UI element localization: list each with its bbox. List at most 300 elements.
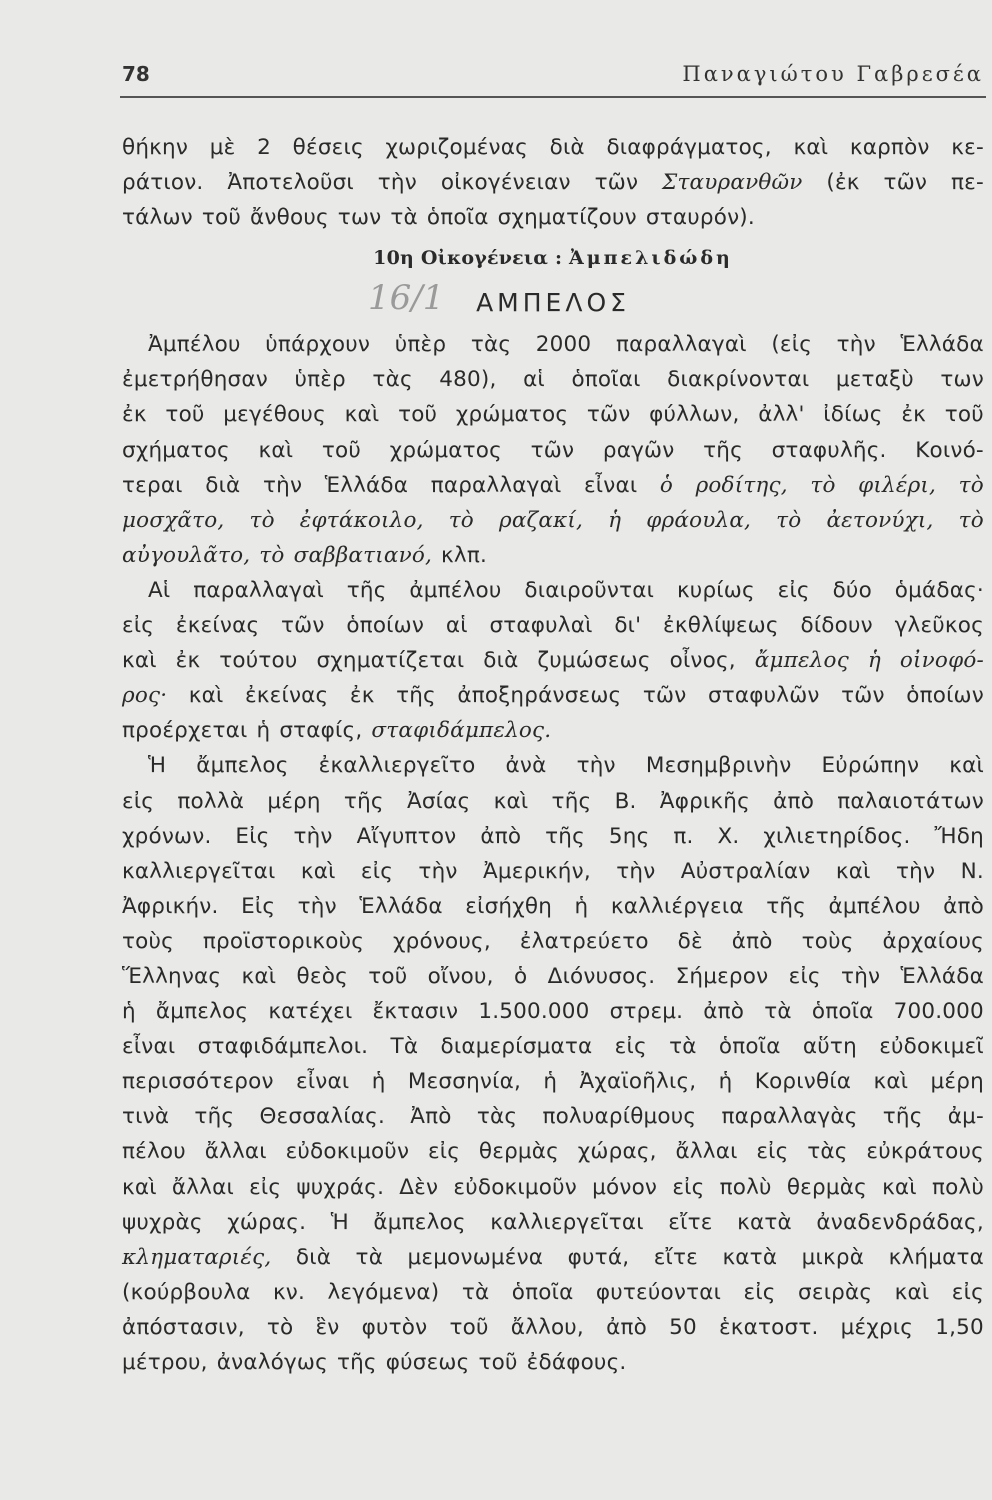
word: παραλλαγὰς	[721, 1104, 858, 1130]
word: περισσότερον	[122, 1069, 274, 1095]
text-line	[122, 1170, 984, 1205]
word: Αὐστραλίαν	[680, 858, 811, 884]
word: τὴν	[377, 170, 417, 196]
word: ὁποῖα	[811, 999, 874, 1025]
word: Σταυρανθῶν	[662, 170, 803, 196]
word: σαββατιανό,	[293, 542, 433, 568]
word: σταφυλῆς.	[771, 437, 887, 463]
word: κν.	[272, 1279, 306, 1305]
word: ὁποῖα	[426, 205, 489, 231]
word: τὴν	[293, 823, 333, 849]
word: ἐκ	[175, 648, 201, 674]
word: τῆς	[396, 683, 436, 709]
word: κατὰ	[737, 1209, 792, 1235]
word: ἔκτασιν	[372, 999, 459, 1025]
word: ἐκείνας	[175, 613, 260, 639]
word: τὸ	[266, 1314, 294, 1340]
word: τὴν	[616, 858, 656, 884]
word: καὶ	[300, 858, 336, 884]
word: τάλων	[122, 205, 193, 231]
word: ἰδίως	[823, 402, 883, 428]
word: Ἀσίας	[406, 788, 471, 814]
word: 2000	[535, 332, 592, 358]
word: ἄλλαι	[675, 1139, 738, 1165]
header-rule	[120, 96, 986, 98]
word: τῆς	[703, 437, 743, 463]
text-line	[122, 327, 984, 362]
word: σειρὰς	[798, 1279, 873, 1305]
word: ἐκ	[901, 402, 927, 428]
word: εἰς	[614, 1034, 647, 1060]
family-heading-name: Ἀμπελιδώδη	[568, 247, 733, 270]
word: ἐλατρεύετο	[519, 928, 649, 954]
word: τοῦ	[449, 1314, 489, 1340]
word: τῆς	[882, 1104, 923, 1130]
word: εὐδοκιμεῖ	[879, 1034, 984, 1060]
word: σταφιδάμπελοι.	[197, 1034, 369, 1060]
word: εὐδοκιμοῦν	[285, 1139, 410, 1165]
word: τοὺς	[801, 928, 854, 954]
text-line	[122, 854, 984, 889]
word: καὶ	[493, 788, 529, 814]
word: ἀπὸ	[731, 928, 773, 954]
word: μέτρου,	[122, 1350, 208, 1375]
word: τὴν	[262, 472, 303, 498]
text-line	[122, 924, 984, 959]
word: κατὰ	[722, 1244, 778, 1270]
word: Ἤδη	[934, 823, 984, 849]
word: αὐγουλᾶτο,	[122, 542, 251, 568]
word: Διόνυσος.	[547, 963, 656, 989]
word: μέχρις	[840, 1314, 914, 1340]
word: ἄνθους	[250, 205, 329, 231]
word: Ἕλληνας	[122, 963, 222, 989]
text-line	[122, 538, 984, 573]
word: σχηματίζουν	[497, 205, 637, 231]
word: 1,50	[935, 1314, 984, 1340]
text-line	[122, 573, 984, 608]
word: εὐδοκιμοῦν	[453, 1174, 577, 1200]
word: ἐκ	[349, 683, 375, 709]
word: τῆς	[194, 1104, 235, 1130]
word: Ἀφρικῆς	[659, 788, 750, 814]
word: ψυχρὰς	[122, 1209, 203, 1235]
word: ἀετονύχι,	[826, 507, 934, 533]
word: καλλιεργεῖται	[490, 1209, 644, 1235]
word: καὶ	[241, 963, 277, 989]
word: ἡ	[256, 718, 271, 744]
word: ράτιον.	[122, 170, 204, 196]
word: οἰνοφό-	[899, 648, 984, 674]
word: ἐδάφους.	[526, 1350, 627, 1375]
word: ἀποξηράνσεως	[457, 683, 622, 709]
word: μοσχᾶτο,	[122, 507, 225, 533]
word: χρόνους,	[393, 928, 491, 954]
word: ἄλλαι	[171, 1174, 234, 1200]
text-line	[122, 468, 984, 503]
word: τὸ	[958, 507, 984, 533]
word: αἱ	[523, 367, 545, 393]
word: τὰ	[390, 205, 418, 231]
word: Χ.	[717, 823, 740, 849]
word: εἰς	[756, 1139, 789, 1165]
word: Ἀμερικήν,	[482, 858, 591, 884]
word: παραλλαγαὶ	[430, 472, 562, 498]
text-line	[122, 819, 984, 854]
word: τὸ	[810, 472, 836, 498]
word: Εἰς	[235, 823, 270, 849]
word: θερμὰς	[478, 1139, 559, 1165]
word: κε-	[951, 135, 984, 160]
word: προέρχεται	[122, 718, 248, 744]
page-header	[122, 62, 984, 92]
word: Ἀφρικήν.	[122, 893, 219, 919]
word: Τὰ	[390, 1034, 419, 1060]
word: τὰ	[764, 999, 792, 1025]
text-line	[122, 1134, 984, 1169]
text-line	[122, 608, 984, 643]
word: θερμὰς	[786, 1174, 867, 1200]
word: μὲ	[209, 135, 236, 160]
word: τὸ	[776, 507, 802, 533]
word: φύλλων,	[649, 402, 740, 428]
word: Ἡ	[330, 1209, 349, 1235]
text-line	[122, 1205, 984, 1240]
word: τῶν	[530, 437, 575, 463]
word: τεραι	[122, 472, 183, 498]
word: ἄμπελος	[196, 753, 289, 779]
word: ἡ	[608, 507, 622, 533]
word: ὁποίων	[906, 683, 984, 709]
text-line	[122, 1099, 984, 1134]
text-line	[122, 748, 984, 783]
word: χωριζομένας	[385, 135, 528, 160]
word: εἶναι	[122, 1034, 176, 1060]
word: καὶ	[122, 1174, 157, 1200]
word: 5ης	[608, 823, 650, 849]
word: Ἑλλάδα	[900, 332, 984, 358]
text-line	[122, 994, 984, 1029]
word: εἴτε	[653, 1244, 698, 1270]
word: 50	[669, 1314, 697, 1340]
word: Ν.	[960, 858, 984, 884]
word: δίδουν	[800, 613, 873, 639]
running-head: Παναγιώτου Γαβρεσέα	[682, 62, 984, 86]
word: σχήματος	[122, 437, 230, 463]
word: ἀπὸ	[480, 823, 522, 849]
paragraph-varieties	[122, 327, 984, 573]
paragraph-cultivation	[122, 748, 984, 1380]
word: καὶ	[894, 1279, 930, 1305]
word: τοῦ	[165, 402, 205, 428]
word: πολὺ	[931, 1174, 984, 1200]
word: Εἰς	[241, 893, 276, 919]
word: φυτά,	[567, 1244, 630, 1270]
word: ἐμετρήθησαν	[122, 367, 268, 393]
word: πέλου	[122, 1139, 186, 1165]
word: τὸ	[249, 507, 275, 533]
word: ἄμπελος	[754, 648, 849, 674]
word: διακρίνονται	[667, 367, 810, 393]
word: χρόνων.	[122, 823, 212, 849]
word: ἡ	[122, 999, 136, 1025]
word: τὸ	[259, 542, 285, 568]
word: διὰ	[205, 472, 241, 498]
word: πολυαρίθμους	[542, 1104, 697, 1130]
word: ἀπὸ	[606, 1314, 647, 1340]
text-line	[122, 678, 984, 713]
word: καρπὸν	[849, 135, 930, 160]
word: ἓν	[315, 1314, 340, 1340]
paragraph-groups	[122, 573, 984, 748]
word: εἰς	[672, 1174, 705, 1200]
word: εἶναι	[583, 472, 638, 498]
word: παραλλαγαὶ	[615, 332, 747, 358]
word: τὴν	[841, 963, 881, 989]
word: θήκην	[122, 135, 189, 160]
word: τῆς	[766, 893, 806, 919]
word: ἀπὸ	[773, 788, 815, 814]
word: διὰ	[483, 648, 519, 674]
word: τῶν	[883, 170, 928, 196]
word: ἡ	[371, 1069, 386, 1095]
word: χρώματος	[389, 437, 502, 463]
word: δύο	[832, 577, 872, 603]
word: παλαιοτάτων	[837, 788, 984, 814]
word: αὕτη	[802, 1034, 857, 1060]
word: ἡ	[574, 893, 589, 919]
word: 700.000	[893, 999, 984, 1025]
text-line	[122, 1240, 984, 1275]
word: ἡ	[867, 648, 881, 674]
word: φιλέρι,	[858, 472, 937, 498]
text-line	[122, 503, 984, 538]
word: Ἡ	[148, 753, 167, 779]
word: τῶν	[642, 683, 687, 709]
word: εἰς	[360, 858, 394, 884]
word: ἀμ-	[947, 1104, 984, 1130]
word: τῶν	[586, 402, 631, 428]
text-line	[122, 130, 984, 165]
word: μικρὰ	[801, 1244, 865, 1270]
text-line	[122, 959, 984, 994]
word: κατέχει	[268, 999, 353, 1025]
word: τούτου	[219, 648, 298, 674]
word: ἀλλ'	[758, 402, 805, 428]
text-line	[122, 889, 984, 924]
word: στρεμ.	[609, 999, 684, 1025]
word: Ἀποτελοῦσι	[227, 170, 354, 196]
word: φράουλα,	[646, 507, 752, 533]
word: Ἀχαϊοῆλις,	[579, 1069, 697, 1095]
word: τὴν	[418, 858, 458, 884]
word: κλπ.	[441, 542, 488, 568]
word: φυτὸν	[361, 1314, 428, 1340]
word: καὶ	[122, 648, 157, 674]
word: καὶ	[344, 402, 380, 428]
word: ραγῶν	[602, 437, 675, 463]
word: ἄμπελος	[373, 1209, 466, 1235]
text-line	[122, 1345, 984, 1380]
word: καλλιέργεια	[610, 893, 744, 919]
word: καλλιεργεῖται	[122, 858, 276, 884]
word: κυρίως	[676, 577, 755, 603]
word: Θεσσαλίας.	[259, 1104, 386, 1130]
word: τὴν	[576, 753, 616, 779]
word: τῶν	[594, 170, 639, 196]
word: τοῦ	[321, 437, 362, 463]
word: τὰ	[669, 1034, 697, 1060]
word: καὶ	[258, 437, 294, 463]
word: (εἰς	[771, 332, 813, 358]
word: οἴνου,	[427, 963, 494, 989]
word: τῶν	[841, 683, 885, 709]
word: Ἑλλάδα	[324, 472, 409, 498]
text-line	[122, 165, 984, 200]
word: Ἑλλάδα	[900, 963, 984, 989]
word: εἰς	[743, 1279, 776, 1305]
word: διὰ	[295, 1244, 332, 1270]
word: ἀναδενδράδας,	[816, 1209, 984, 1235]
family-heading	[122, 239, 984, 277]
text-line	[122, 713, 984, 748]
word: ἡ	[543, 1069, 558, 1095]
text-line	[122, 1275, 984, 1310]
word: 1.500.000	[478, 999, 590, 1025]
word: τὰ	[355, 1244, 384, 1270]
section-title: ΑΜΠΕΛΟΣ	[476, 288, 630, 318]
word: Δὲν	[399, 1174, 439, 1200]
word: ροδίτης,	[695, 472, 788, 498]
word: τὰς	[372, 367, 413, 393]
word: των	[337, 205, 382, 231]
word: εἰς	[788, 963, 821, 989]
text-line	[122, 1310, 984, 1345]
word: Αἴγυπτον	[356, 823, 457, 849]
word: τῆς	[343, 788, 384, 814]
word: χρώματος	[455, 402, 569, 428]
word: ἐφτάκοιλο,	[299, 507, 424, 533]
word: Ἑλλάδα	[359, 893, 443, 919]
word: καὶ	[188, 683, 224, 709]
word: ἄμπελος	[155, 999, 249, 1025]
word: αἱ	[445, 613, 468, 639]
word: ἀνὰ	[505, 753, 547, 779]
pencil-annotation: 16/1	[368, 278, 445, 318]
word: διαφράγματος,	[606, 135, 772, 160]
word: καὶ	[949, 753, 984, 779]
word: χώρας.	[227, 1209, 307, 1235]
word: μεγέθους	[223, 402, 326, 428]
text-line	[122, 362, 984, 397]
word: σχηματίζεται	[316, 648, 465, 674]
word: ἐκαλλιεργεῖτο	[318, 753, 476, 779]
word: τοῦ	[478, 1350, 518, 1375]
word: εἰς	[951, 1279, 984, 1305]
word: των	[940, 367, 984, 393]
word: διαμερίσματα	[440, 1034, 593, 1060]
word: τὸ	[448, 507, 474, 533]
word: ὁποῖαι	[571, 367, 641, 393]
word: ἀπὸ	[943, 893, 984, 919]
word: ὁ	[514, 963, 528, 989]
word: εἰσήχθη	[465, 893, 553, 919]
word: εἴτε	[668, 1209, 713, 1235]
word: τῆς	[336, 1350, 377, 1375]
word: πολὺ	[719, 1174, 772, 1200]
word: Ἀπὸ	[410, 1104, 452, 1130]
word: τοὺς	[122, 928, 174, 954]
word: Σήμερον	[675, 963, 769, 989]
word: 2	[257, 135, 271, 160]
word: ὁποῖα	[718, 1034, 781, 1060]
text-line	[122, 397, 984, 432]
word: εἰς	[122, 613, 155, 639]
word: (κούρβουλα	[122, 1279, 251, 1305]
word: ἀμπέλου	[828, 893, 921, 919]
word: ὁποῖα	[511, 1279, 574, 1305]
word: τὰς	[476, 1104, 518, 1130]
text-line	[122, 1029, 984, 1064]
word: εἶναι	[296, 1069, 350, 1095]
word: ἄλλου,	[510, 1314, 584, 1340]
word: χιλιετηρίδος.	[763, 823, 911, 849]
word: εἰς	[777, 577, 810, 603]
word: ἀρχαίους	[882, 928, 984, 954]
word: μέρη	[267, 788, 321, 814]
word: θέσεις	[292, 135, 364, 160]
family-heading-prefix: 10η Οἰκογένεια :	[373, 247, 569, 270]
word: Κορινθία	[754, 1069, 852, 1095]
word: ρος·	[122, 683, 168, 709]
word: Μεσημβρινὴν	[645, 753, 792, 779]
word: φυτεύονται	[595, 1279, 722, 1305]
word: ἐκ	[122, 402, 147, 428]
word: Β.	[614, 788, 637, 814]
word: ὁποίων	[346, 613, 425, 639]
word: δι'	[614, 613, 642, 639]
word: σταφυλῶν	[707, 683, 820, 709]
word: δὲ	[677, 928, 703, 954]
word: κλήματα	[888, 1244, 984, 1270]
word: τῆς	[545, 823, 585, 849]
word: προϊστορικοὺς	[202, 928, 365, 954]
text-line	[122, 200, 984, 235]
word: τὰς	[470, 332, 512, 358]
page-number: 78	[122, 62, 150, 86]
word: ραζακί,	[499, 507, 584, 533]
word: τινὰ	[122, 1104, 170, 1130]
word: εἰς	[427, 1139, 461, 1165]
text-line	[122, 433, 984, 468]
word: ἐκείνας	[244, 683, 329, 709]
word: σταφυλαὶ	[489, 613, 593, 639]
word: ζυμώσεως	[537, 648, 651, 674]
word: τοῦ	[201, 205, 242, 231]
word: τῆς	[346, 577, 387, 603]
word: Μεσσηνία,	[407, 1069, 521, 1095]
word: ἀναλόγως	[216, 1350, 328, 1375]
word: φύσεως	[385, 1350, 470, 1375]
word: ἀπὸ	[703, 999, 745, 1025]
word: κληματαριές,	[122, 1244, 272, 1270]
word: πολλὰ	[177, 788, 245, 814]
word: τὴν	[297, 893, 337, 919]
word: Εὐρώπην	[821, 753, 920, 779]
word: ἀμπέλου	[409, 577, 502, 603]
word: Ἀμπέλου	[148, 332, 241, 358]
word: ὑπὲρ	[294, 367, 346, 393]
